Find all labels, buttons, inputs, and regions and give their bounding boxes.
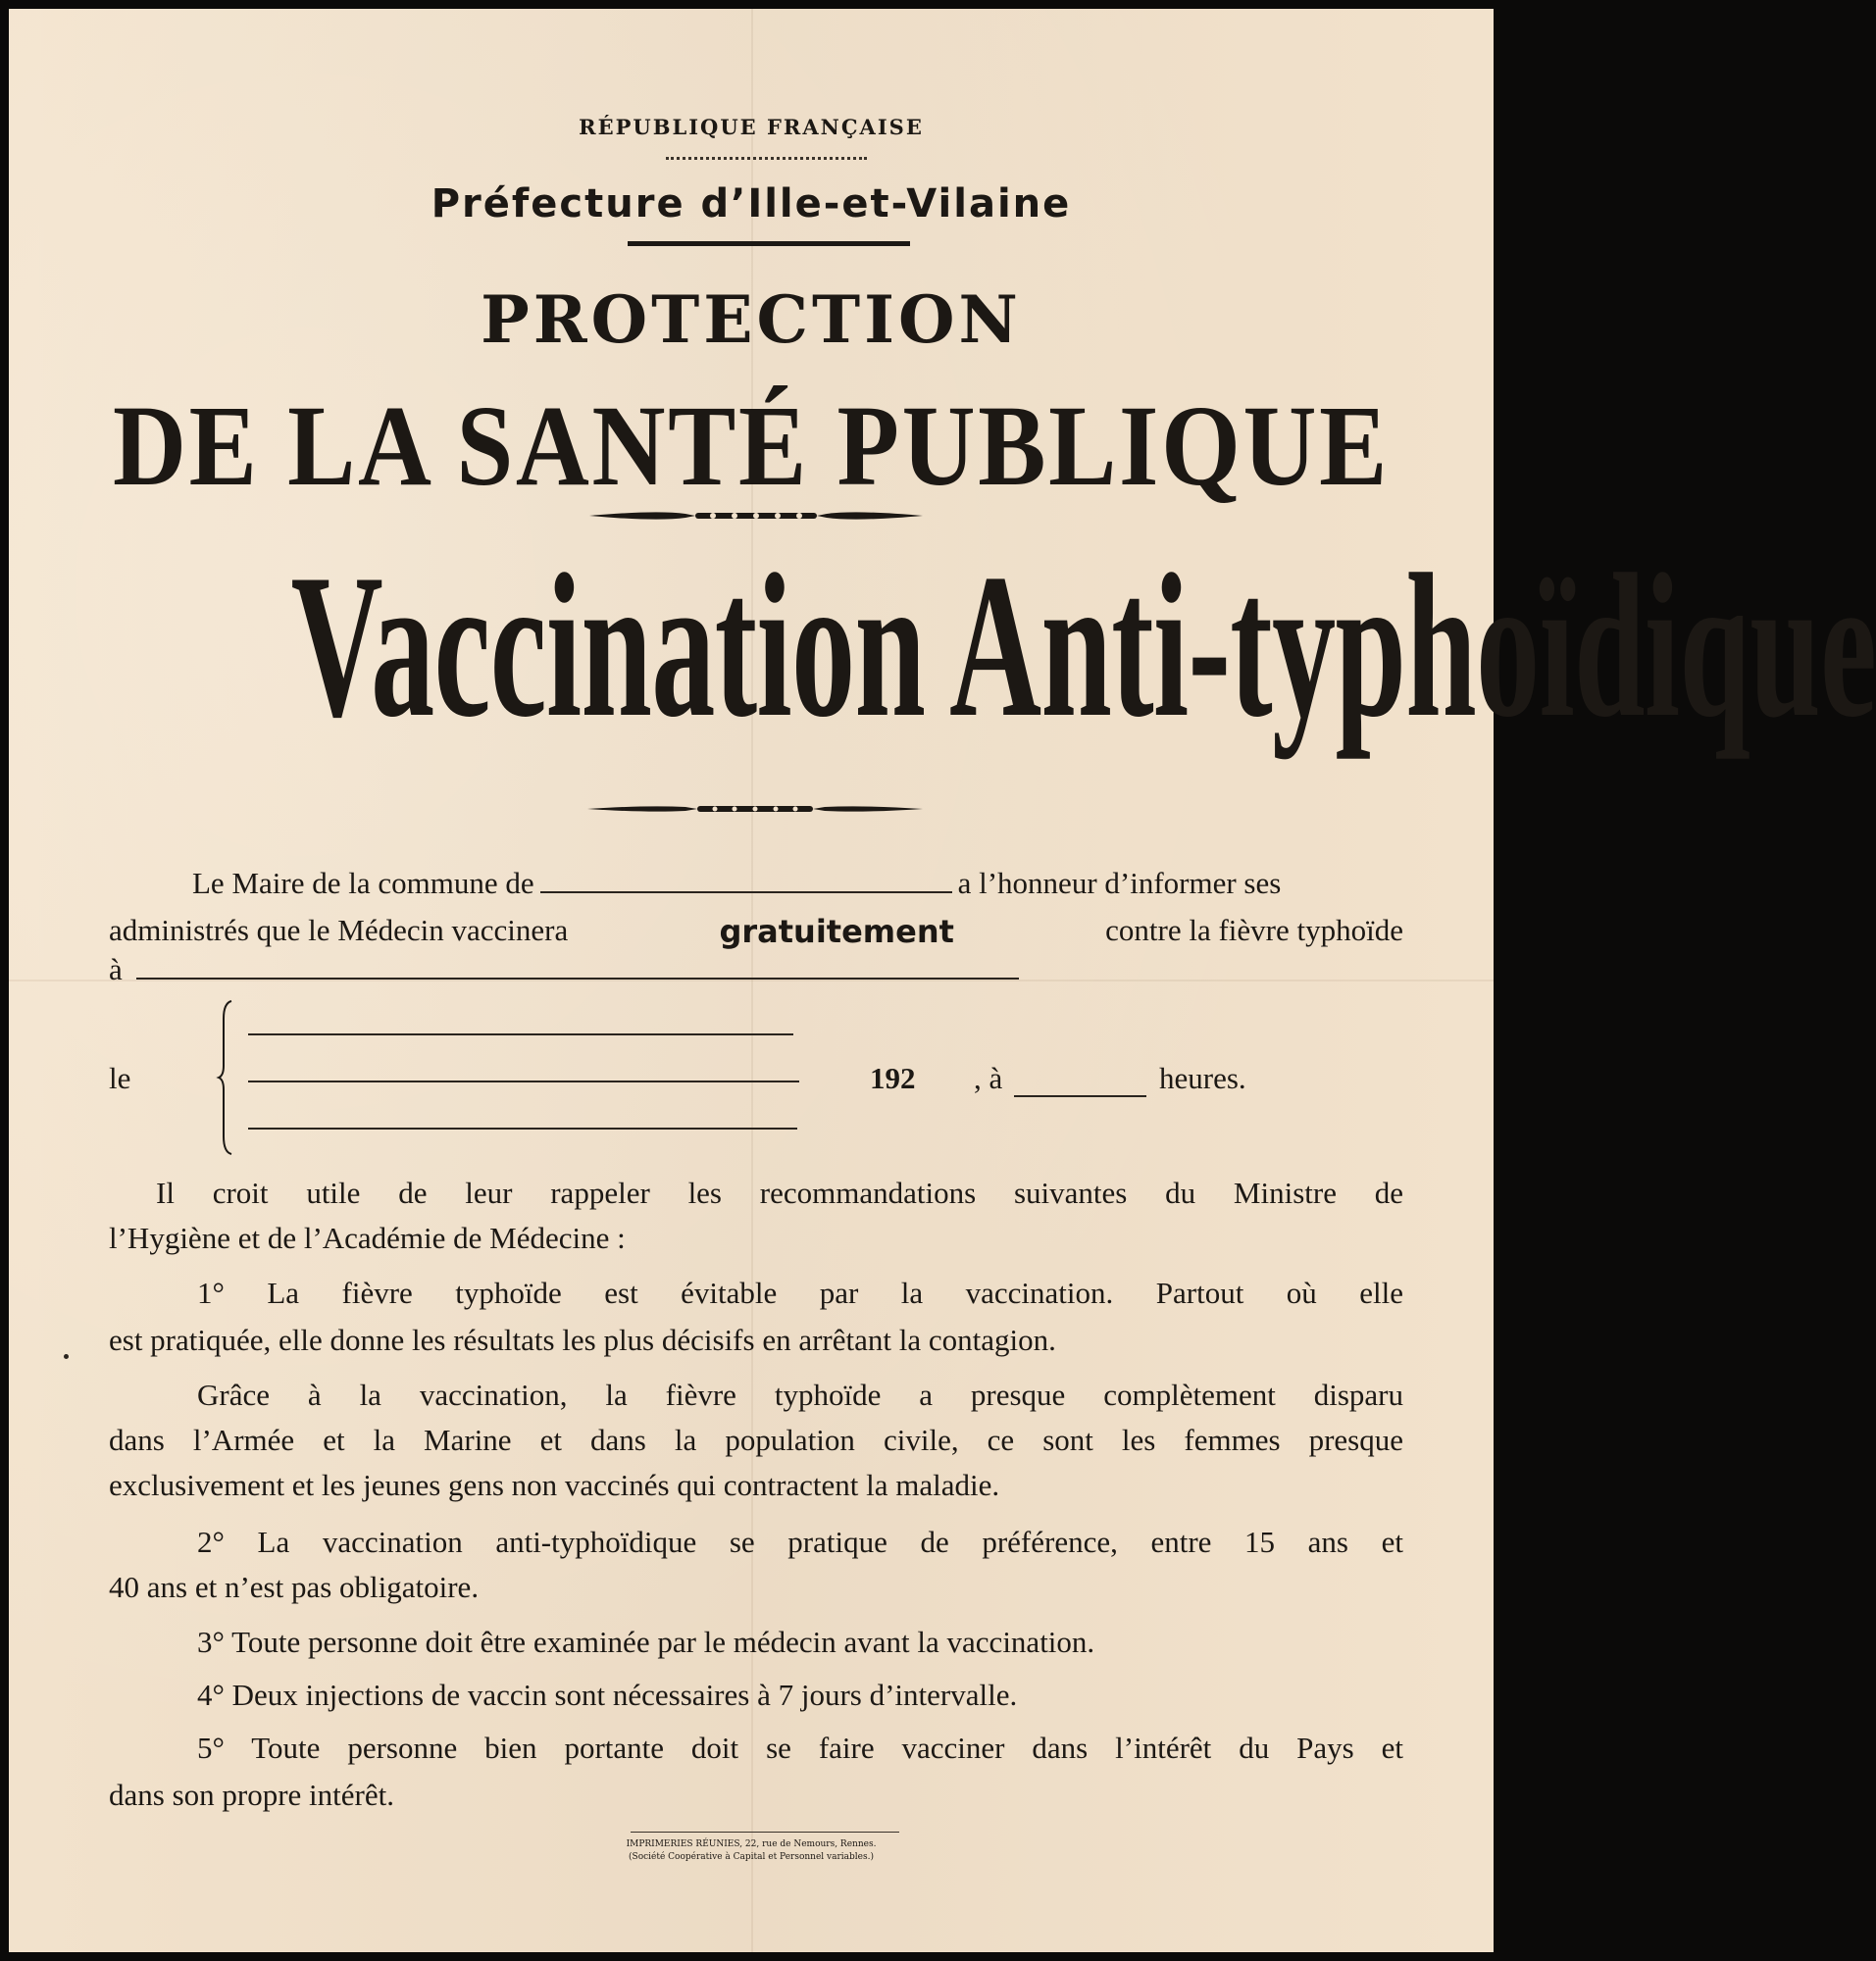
imprint-line-1: IMPRIMERIES RÉUNIES, 22, rue de Nemours, Rennes. [626,1839,877,1849]
prefecture-heading: Préfecture d’Ille-et-Vilaine [431,181,1072,226]
ink-speck [64,1354,69,1359]
ornament-divider-bottom [9,799,1494,819]
notice-line-3 [109,952,1019,987]
item-2-line-1: 2° La vaccination anti-typhoïdique se pratique de préférence, entre 15 ans et [197,1525,1403,1559]
title-sante-publique: DE LA SANTÉ PUBLIQUE [112,381,1391,510]
item-4: 4° Deux injections de vaccin sont nécessaires à 7 jours d’intervalle. [197,1678,1018,1712]
notice-line1-start: Le Maire de la commune de [192,866,534,900]
curly-brace [218,999,237,1156]
date-blank-line-2 [248,1081,799,1082]
intro-line-2: l’Hygiène et de l’Académie de Médecine : [109,1221,626,1255]
notice-line3-a: à [109,952,123,986]
title-protection: PROTECTION [481,281,1022,358]
date-prefix: le [109,1061,131,1095]
notice-line2-end: contre la fièvre typhoïde [1105,913,1403,947]
intro-line-1: Il croit utile de leur rappeler les recommandations suivantes du Ministre de [156,1176,1403,1210]
item-1-line-1: 1° La fièvre typhoïde est évitable par la vaccination. Partout où elle [197,1276,1403,1310]
thick-divider [628,241,910,246]
item-2-line-2: 40 ans et n’est pas obligatoire. [109,1570,480,1604]
ornament-divider-top [9,506,1494,526]
notice-line-1 [192,866,1281,901]
date-blank-line-1 [248,1033,793,1035]
item-5-line-2: dans son propre intérêt. [109,1778,394,1812]
notice-emphasis-gratuitement: gratuitement [719,913,954,950]
paragraph-line-1: Grâce à la vaccination, la fièvre typhoïde a presque complètement disparu [197,1378,1403,1412]
commune-blank-field [540,887,952,893]
date-blank-line-3 [248,1128,797,1130]
location-blank-field [136,974,1019,980]
item-3: 3° Toute personne doit être examinée par le médecin avant la vaccination. [197,1625,1095,1659]
imprint-line-2: (Société Coopérative à Capital et Personnel variables.) [629,1852,874,1862]
title-vaccination: Vaccination Anti-typhoïdique [290,532,1876,760]
notice-line2-start: administrés que le Médecin vaccinera [109,913,569,947]
paragraph-line-3: exclusivement et les jeunes gens non vaccinés qui contractent la maladie. [109,1468,1000,1502]
imprint-divider [631,1832,899,1833]
notice-line-2 [109,913,1403,950]
paragraph-line-2: dans l’Armée et la Marine et dans la population civile, ce sont les femmes presque [109,1423,1403,1457]
notice-line1-end: a l’honneur d’informer ses [957,866,1282,900]
dotted-divider [666,157,867,160]
time-separator: , à [974,1061,1003,1095]
item-1-line-2: est pratiquée, elle donne les résultats les plus décisifs en arrêtant la contagion. [109,1323,1056,1357]
hours-label: heures. [1159,1061,1246,1095]
republic-heading: RÉPUBLIQUE FRANÇAISE [579,115,924,139]
poster-sheet [9,9,1876,1952]
hour-blank-field [1014,1091,1146,1097]
year-label: 192 [870,1061,916,1095]
item-5-line-1: 5° Toute personne bien portante doit se faire vacciner dans l’intérêt du Pays et [197,1731,1403,1765]
